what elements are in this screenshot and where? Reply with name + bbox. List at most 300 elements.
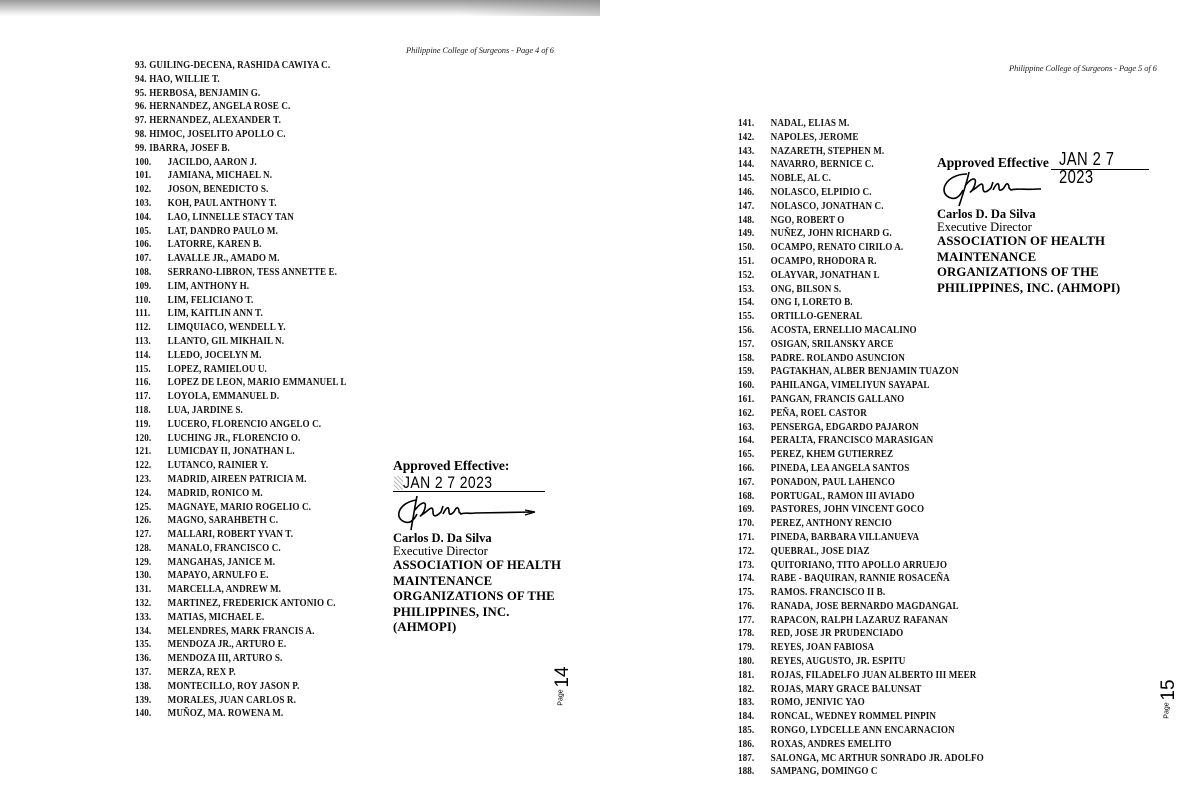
entry-number: 173. xyxy=(738,559,755,571)
entry-number: 115. xyxy=(135,363,151,375)
entry-name: ONG, BILSON S. xyxy=(770,283,842,295)
entry-number: 166. xyxy=(738,462,755,474)
entry-number: 125. xyxy=(135,501,152,513)
entry-name: ROXAS, ANDRES EMELITO xyxy=(770,738,892,750)
list-item xyxy=(135,169,347,183)
entry-name: PORTUGAL, RAMON III AVIADO xyxy=(770,490,915,502)
entry-name: ROJAS, MARY GRACE BALUNSAT xyxy=(770,683,922,695)
entry-number: 124. xyxy=(135,487,152,499)
list-item xyxy=(135,280,347,294)
list-item xyxy=(738,476,984,490)
entry-name: LAO, LINNELLE STACY TAN xyxy=(167,211,294,223)
entry-number: 148. xyxy=(738,214,755,226)
entry-name: MALLARI, ROBERT YVAN T. xyxy=(167,529,294,541)
list-item xyxy=(135,666,347,680)
document-page-right xyxy=(600,0,1200,794)
entry-name: ONG I, LORETO B. xyxy=(770,297,853,309)
entry-name: HERNANDEZ, ANGELA ROSE C. xyxy=(149,101,291,113)
entry-number: 165. xyxy=(738,449,755,461)
entry-number: 143. xyxy=(738,145,755,157)
entry-name: PEÑA, ROEL CASTOR xyxy=(770,407,867,419)
entry-number: 136. xyxy=(135,653,152,665)
list-item xyxy=(135,569,347,583)
member-list xyxy=(135,59,381,721)
list-item xyxy=(738,710,984,724)
list-item xyxy=(135,321,347,335)
entry-name: LOPEZ DE LEON, MARIO EMMANUEL L xyxy=(167,377,347,389)
entry-number: 100. xyxy=(135,156,152,168)
entry-name: IBARRA, JOSEF B. xyxy=(149,142,230,154)
list-item xyxy=(738,531,984,545)
entry-name: LATORRE, KAREN B. xyxy=(167,239,262,251)
list-item xyxy=(738,296,984,310)
list-item xyxy=(135,583,347,597)
organization-line: ORGANIZATIONS OF THE xyxy=(393,589,555,603)
entry-number: 130. xyxy=(135,570,152,582)
entry-name: MANALO, FRANCISCO C. xyxy=(167,542,281,554)
entry-number: 104. xyxy=(135,211,152,223)
list-item xyxy=(135,59,347,73)
entry-name: LLANTO, GIL MIKHAIL N. xyxy=(167,335,285,347)
approval-row xyxy=(937,149,1197,187)
organization-line: ASSOCIATION OF HEALTH xyxy=(937,234,1106,248)
list-item xyxy=(135,211,347,225)
list-item xyxy=(135,349,347,363)
entry-number: 186. xyxy=(738,738,755,750)
list-item xyxy=(135,432,347,446)
list-item xyxy=(135,542,347,556)
entry-name: NAVARRO, BERNICE C. xyxy=(770,159,874,171)
entry-number: 141. xyxy=(738,118,755,129)
list-item xyxy=(135,183,347,197)
approval-block xyxy=(937,150,1197,296)
list-item xyxy=(738,627,984,641)
list-item xyxy=(135,680,347,694)
entry-number: 152. xyxy=(738,269,755,281)
entry-number: 119. xyxy=(135,418,151,430)
organization-line: PHILIPPINES, INC. xyxy=(393,604,510,619)
list-item xyxy=(738,434,984,448)
approval-date-line xyxy=(1051,149,1149,187)
entry-number: 111. xyxy=(135,308,151,320)
entry-name: OCAMPO, RHODORA R. xyxy=(770,255,877,267)
list-item xyxy=(135,473,347,487)
entry-number: 103. xyxy=(135,197,152,209)
entry-number: 183. xyxy=(738,697,755,709)
entry-number: 121. xyxy=(135,446,152,458)
entry-name: NOBLE, AL C. xyxy=(770,173,831,185)
list-item xyxy=(738,448,984,462)
organization-line: ASSOCIATION OF HEALTH xyxy=(393,558,562,572)
entry-name: PAHILANGA, VIMELIYUN SAYAPAL xyxy=(770,380,930,392)
running-header: Philippine College of Surgeons - Page 4 of 6 xyxy=(406,45,554,55)
entry-name: LIM, ANTHONY H. xyxy=(167,280,250,292)
list-item xyxy=(738,379,984,393)
entry-number: 164. xyxy=(738,435,755,447)
entry-name: PINEDA, LEA ANGELA SANTOS xyxy=(770,462,910,474)
page-number-stamp xyxy=(1152,665,1182,725)
list-item xyxy=(738,724,984,738)
entry-name: MUÑOZ, MA. ROWENA M. xyxy=(167,708,284,720)
entry-number: 94. xyxy=(135,73,147,85)
list-item xyxy=(738,365,984,379)
entry-name: RABE - BAQUIRAN, RANNIE ROSACEÑA xyxy=(770,573,950,585)
entry-name: NOLASCO, ELPIDIO C. xyxy=(770,186,872,198)
entry-number: 137. xyxy=(135,667,152,679)
entry-number: 120. xyxy=(135,432,152,444)
entry-name: RONGO, LYDCELLE ANN ENCARNACION xyxy=(770,725,955,737)
list-item xyxy=(135,638,347,652)
entry-number: 184. xyxy=(738,711,755,723)
list-item xyxy=(738,503,984,517)
entry-number: 185. xyxy=(738,725,755,737)
entry-name: HERNANDEZ, ALEXANDER T. xyxy=(149,115,281,127)
list-item xyxy=(135,363,347,377)
entry-name: ROJAS, FILADELFO JUAN ALBERTO III MEER xyxy=(770,669,977,681)
list-item xyxy=(135,100,347,114)
entry-name: JACILDO, AARON J. xyxy=(167,156,257,168)
entry-name: SERRANO-LIBRON, TESS ANNETTE E. xyxy=(167,266,338,278)
entry-number: 155. xyxy=(738,311,755,323)
entry-name: MAPAYO, ARNULFO E. xyxy=(167,570,269,582)
entry-number: 149. xyxy=(738,228,755,240)
entry-name: NAZARETH, STEPHEN M. xyxy=(770,145,885,157)
list-item xyxy=(738,586,984,600)
page-word: Page xyxy=(1163,702,1171,719)
signer-name: Carlos D. Da Silva xyxy=(393,531,492,545)
entry-number: 110. xyxy=(135,294,151,306)
entry-number: 161. xyxy=(738,393,755,405)
running-header: Philippine College of Surgeons - Page 5 of 6 xyxy=(1009,63,1157,73)
entry-number: 175. xyxy=(738,587,755,599)
entry-number: 176. xyxy=(738,600,755,612)
entry-name: LAVALLE JR., AMADO M. xyxy=(167,253,280,265)
list-item xyxy=(135,294,347,308)
list-item xyxy=(738,407,984,421)
entry-number: 153. xyxy=(738,283,755,295)
list-item xyxy=(135,114,347,128)
entry-name: OCAMPO, RENATO CIRILO A. xyxy=(770,242,904,254)
entry-name: MADRID, RONICO M. xyxy=(167,487,263,499)
entry-name: OLAYVAR, JONATHAN L xyxy=(770,269,880,281)
list-item xyxy=(135,556,347,570)
list-item xyxy=(135,238,347,252)
list-item xyxy=(738,614,984,628)
list-item xyxy=(135,376,347,390)
list-item xyxy=(135,266,347,280)
list-item xyxy=(135,528,347,542)
list-item xyxy=(135,694,347,708)
entry-number: 170. xyxy=(738,518,755,530)
entry-name: ACOSTA, ERNELLIO MACALINO xyxy=(770,324,917,336)
entry-number: 188. xyxy=(738,766,755,778)
entry-number: 112. xyxy=(135,322,151,334)
list-item xyxy=(738,490,984,504)
list-item xyxy=(738,462,984,476)
entry-number: 99. xyxy=(135,142,147,154)
entry-name: MAGNO, SARAHBETH C. xyxy=(167,515,279,527)
entry-number: 180. xyxy=(738,656,755,668)
list-item xyxy=(135,597,347,611)
entry-name: SAMPANG, DOMINGO C xyxy=(770,766,878,778)
entry-number: 163. xyxy=(738,421,755,433)
list-item xyxy=(738,641,984,655)
entry-name: RANADA, JOSE BERNARDO MAGDANGAL xyxy=(770,600,959,612)
entry-name: LIM, FELICIANO T. xyxy=(167,294,254,306)
entry-name: MERZA, REX P. xyxy=(167,667,236,679)
entry-name: MORALES, JUAN CARLOS R. xyxy=(167,694,296,706)
entry-number: 128. xyxy=(135,542,152,554)
list-item xyxy=(738,696,984,710)
list-item xyxy=(135,335,347,349)
entry-number: 116. xyxy=(135,377,151,389)
list-item xyxy=(738,131,984,145)
entry-name: QUITORIANO, TITO APOLLO ARRUEJO xyxy=(770,559,948,571)
entry-number: 129. xyxy=(135,556,152,568)
list-item xyxy=(135,142,347,156)
entry-name: PADRE. ROLANDO ASUNCION xyxy=(770,352,905,364)
list-item xyxy=(738,545,984,559)
entry-number: 168. xyxy=(738,490,755,502)
entry-number: 102. xyxy=(135,184,152,196)
entry-number: 109. xyxy=(135,280,152,292)
organization-line: MAINTENANCE xyxy=(937,249,1037,264)
approval-block xyxy=(393,459,593,636)
entry-number: 101. xyxy=(135,170,152,182)
entry-number: 145. xyxy=(738,173,755,185)
entry-number: 105. xyxy=(135,225,152,237)
list-item xyxy=(738,752,984,766)
entry-number: 177. xyxy=(738,614,755,626)
entry-name: PONADON, PAUL LAHENCO xyxy=(770,476,896,488)
entry-number: 140. xyxy=(135,708,152,720)
page-number-stamp xyxy=(546,652,576,712)
list-item xyxy=(135,390,347,404)
entry-name: PEREZ, ANTHONY RENCIO xyxy=(770,518,892,530)
entry-number: 171. xyxy=(738,531,755,543)
list-item xyxy=(135,307,347,321)
approval-date: JAN 2 7 2023 xyxy=(403,473,493,492)
list-item xyxy=(135,197,347,211)
list-item xyxy=(135,73,347,87)
list-item xyxy=(738,393,984,407)
entry-name: PASTORES, JOHN VINCENT GOCO xyxy=(770,504,925,516)
list-item xyxy=(738,683,984,697)
entry-number: 150. xyxy=(738,242,755,254)
list-item xyxy=(738,117,984,131)
entry-number: 167. xyxy=(738,476,755,488)
list-item xyxy=(135,252,347,266)
entry-number: 93. xyxy=(135,60,147,71)
entry-name: NUÑEZ, JOHN RICHARD G. xyxy=(770,228,892,240)
list-item xyxy=(135,445,347,459)
organization-line: MAINTENANCE xyxy=(393,573,493,588)
entry-number: 187. xyxy=(738,752,755,764)
entry-name: HERBOSA, BENJAMIN G. xyxy=(149,87,261,99)
entry-number: 174. xyxy=(738,573,755,585)
list-item xyxy=(738,421,984,435)
list-item xyxy=(135,611,347,625)
list-item xyxy=(135,404,347,418)
entry-number: 97. xyxy=(135,115,147,127)
stamp-smudge xyxy=(394,476,403,490)
entry-number: 139. xyxy=(135,694,152,706)
entry-name: PENSERGA, EDGARDO PAJARON xyxy=(770,421,919,433)
entry-name: QUEBRAL, JOSE DIAZ xyxy=(770,545,870,557)
list-item xyxy=(135,707,347,721)
entry-name: PAGTAKHAN, ALBER BENJAMIN TUAZON xyxy=(770,366,959,378)
entry-name: PINEDA, BARBARA VILLANUEVA xyxy=(770,531,920,543)
list-item xyxy=(738,738,984,752)
entry-number: 131. xyxy=(135,584,152,596)
entry-number: 114. xyxy=(135,349,151,361)
entry-number: 154. xyxy=(738,297,755,309)
entry-name: LIM, KAITLIN ANN T. xyxy=(167,308,263,320)
entry-number: 181. xyxy=(738,669,755,681)
list-item xyxy=(135,87,347,101)
list-item xyxy=(738,324,984,338)
entry-name: GUILING-DECENA, RASHIDA CAWIYA C. xyxy=(149,60,331,71)
list-item xyxy=(738,559,984,573)
organization-line: ORGANIZATIONS OF THE xyxy=(937,265,1099,279)
entry-number: 122. xyxy=(135,460,152,472)
entry-number: 107. xyxy=(135,253,152,265)
page-number: 15 xyxy=(1158,679,1179,701)
list-item xyxy=(738,310,984,324)
entry-name: MADRID, AIREEN PATRICIA M. xyxy=(167,473,307,485)
list-item xyxy=(135,156,347,170)
entry-name: MAGNAYE, MARIO ROGELIO C. xyxy=(167,501,311,513)
entry-name: MENDOZA JR., ARTURO E. xyxy=(167,639,287,651)
entry-name: ORTILLO-GENERAL xyxy=(770,311,863,323)
entry-number: 160. xyxy=(738,380,755,392)
entry-number: 162. xyxy=(738,407,755,419)
entry-name: LOPEZ, RAMIELOU U. xyxy=(167,363,267,375)
entry-name: RAPACON, RALPH LAZARUZ RAFANAN xyxy=(770,614,949,626)
entry-name: MANGAHAS, JANICE M. xyxy=(167,556,276,568)
entry-name: HAO, WILLIE T. xyxy=(149,73,220,85)
entry-number: 135. xyxy=(135,639,152,651)
list-item xyxy=(738,765,984,779)
entry-number: 108. xyxy=(135,266,152,278)
list-item xyxy=(738,352,984,366)
entry-name: MARCELLA, ANDREW M. xyxy=(167,584,282,596)
entry-number: 159. xyxy=(738,366,755,378)
entry-name: PERALTA, FRANCISCO MARASIGAN xyxy=(770,435,934,447)
entry-number: 118. xyxy=(135,404,151,416)
approval-date-line xyxy=(393,473,545,492)
entry-name: LAT, DANDRO PAULO M. xyxy=(167,225,278,237)
page-number: 14 xyxy=(552,666,573,688)
entry-number: 172. xyxy=(738,545,755,557)
entry-number: 95. xyxy=(135,87,147,99)
entry-name: KOH, PAUL ANTHONY T. xyxy=(167,197,277,209)
list-item xyxy=(135,514,347,528)
entry-number: 178. xyxy=(738,628,755,640)
entry-name: NGO, ROBERT O xyxy=(770,214,845,226)
entry-name: OSIGAN, SRILANSKY ARCE xyxy=(770,338,894,350)
list-item xyxy=(135,225,347,239)
list-item xyxy=(738,600,984,614)
entry-number: 182. xyxy=(738,683,755,695)
entry-name: JAMIANA, MICHAEL N. xyxy=(167,170,273,182)
entry-name: NAPOLES, JEROME xyxy=(770,131,859,143)
entry-name: ROMO, JENIVIC YAO xyxy=(770,697,865,709)
entry-name: REYES, AUGUSTO, JR. ESPITU xyxy=(770,656,906,668)
entry-number: 169. xyxy=(738,504,755,516)
entry-number: 158. xyxy=(738,352,755,364)
list-item xyxy=(738,517,984,531)
entry-number: 106. xyxy=(135,239,152,251)
entry-name: MARTINEZ, FREDERICK ANTONIO C. xyxy=(167,598,336,610)
entry-number: 127. xyxy=(135,529,152,541)
page-word: Page xyxy=(557,689,565,706)
signature-icon xyxy=(393,492,543,532)
signer-name: Carlos D. Da Silva xyxy=(937,207,1036,221)
entry-number: 147. xyxy=(738,200,755,212)
list-item xyxy=(738,338,984,352)
entry-number: 98. xyxy=(135,128,147,140)
entry-name: LUMICDAY II, JONATHAN L. xyxy=(167,446,295,458)
list-item xyxy=(135,128,347,142)
entry-number: 113. xyxy=(135,335,151,347)
list-item xyxy=(135,459,347,473)
entry-number: 126. xyxy=(135,515,152,527)
entry-number: 156. xyxy=(738,324,755,336)
entry-name: PEREZ, KHEM GUTIERREZ xyxy=(770,449,894,461)
entry-number: 96. xyxy=(135,101,147,113)
entry-number: 117. xyxy=(135,391,151,403)
signer-title: Executive Director xyxy=(937,220,1032,234)
organization-line: PHILIPPINES, INC. (AHMOPI) xyxy=(937,280,1121,295)
entry-number: 123. xyxy=(135,473,152,485)
entry-name: NOLASCO, JONATHAN C. xyxy=(770,200,884,212)
entry-name: LLEDO, JOCELYN M. xyxy=(167,349,262,361)
entry-name: HIMOC, JOSELITO APOLLO C. xyxy=(149,128,286,140)
entry-name: MENDOZA III, ARTURO S. xyxy=(167,653,283,665)
entry-name: JOSON, BENEDICTO S. xyxy=(167,184,269,196)
entry-name: LUCERO, FLORENCIO ANGELO C. xyxy=(167,418,322,430)
entry-number: 151. xyxy=(738,255,755,267)
list-item xyxy=(135,625,347,639)
list-item xyxy=(738,655,984,669)
entry-name: LUCHING JR., FLORENCIO O. xyxy=(167,432,301,444)
entry-name: MATIAS, MICHAEL E. xyxy=(167,611,265,623)
entry-name: LUA, JARDINE S. xyxy=(167,404,243,416)
entry-number: 133. xyxy=(135,611,152,623)
organization-line: (AHMOPI) xyxy=(393,620,457,634)
entry-number: 142. xyxy=(738,131,755,143)
entry-number: 134. xyxy=(135,625,152,637)
list-item xyxy=(135,418,347,432)
entry-number: 157. xyxy=(738,338,755,350)
entry-name: NADAL, ELIAS M. xyxy=(770,118,850,129)
list-item xyxy=(135,501,347,515)
entry-number: 144. xyxy=(738,159,755,171)
list-item xyxy=(738,572,984,586)
entry-name: PANGAN, FRANCIS GALLANO xyxy=(770,393,905,405)
entry-name: SALONGA, MC ARTHUR SONRADO JR. ADOLFO xyxy=(770,752,984,764)
entry-name: RAMOS. FRANCISCO II B. xyxy=(770,587,886,599)
list-item xyxy=(135,487,347,501)
entry-number: 132. xyxy=(135,598,152,610)
entry-name: MELENDRES, MARK FRANCIS A. xyxy=(167,625,315,637)
entry-name: MONTECILLO, ROY JASON P. xyxy=(167,680,300,692)
approval-label: Approved Effective: xyxy=(393,458,510,473)
entry-number: 146. xyxy=(738,186,755,198)
entry-name: REYES, JOAN FABIOSA xyxy=(770,642,875,654)
entry-name: RONCAL, WEDNEY ROMMEL PINPIN xyxy=(770,711,937,723)
